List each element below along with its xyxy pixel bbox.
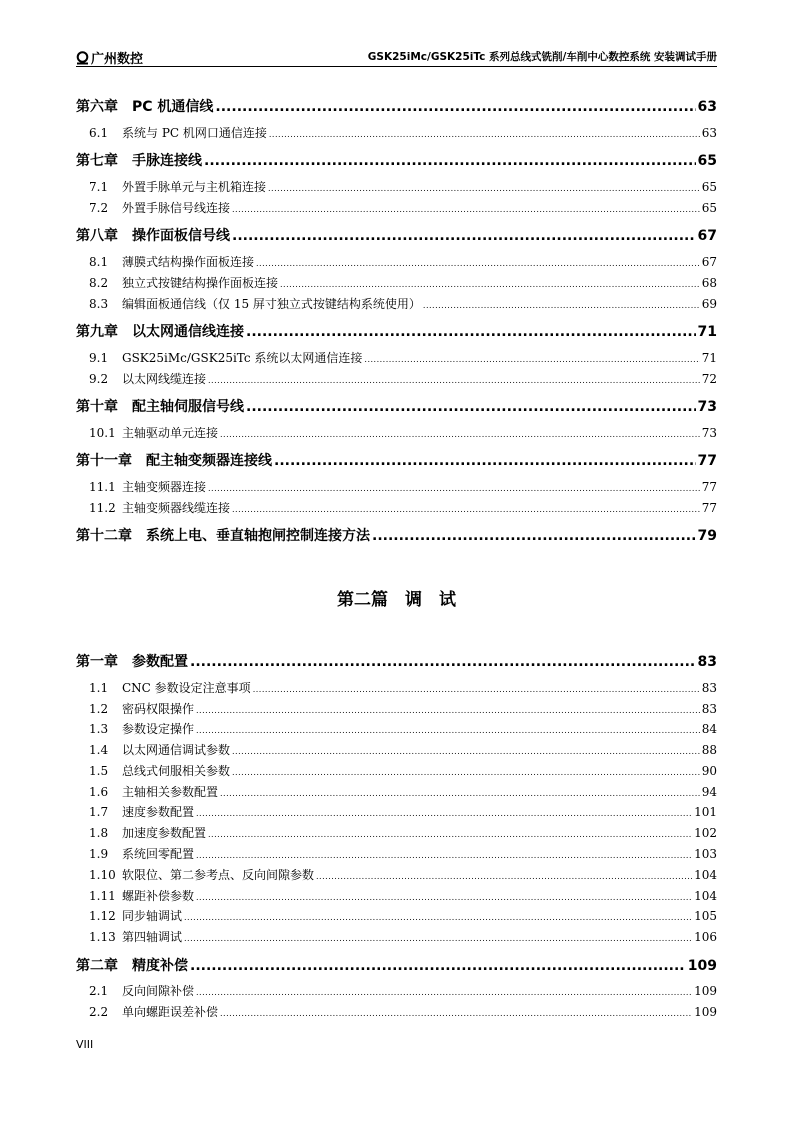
toc-entry-page: 77	[697, 453, 717, 469]
toc-entry-number: 第二章	[76, 958, 118, 974]
dot-leader	[208, 480, 700, 494]
toc-section-entry[interactable]	[89, 783, 717, 800]
toc-entry-page: 63	[701, 126, 717, 140]
dot-leader	[232, 501, 700, 515]
toc-section-entry[interactable]	[89, 370, 717, 387]
toc-entry-number: 第八章	[76, 228, 118, 244]
toc-entry-number: 8.3	[89, 297, 109, 311]
dot-leader	[220, 785, 700, 799]
toc-chapter-entry[interactable]	[76, 955, 717, 975]
toc-entry-number: 第六章	[76, 99, 118, 115]
toc-entry-number: 1.12	[89, 909, 116, 923]
toc-entry-title: 外置手脉信号线连接	[122, 201, 231, 215]
dot-leader	[232, 228, 696, 244]
toc-entry-number: 6.1	[89, 126, 109, 140]
toc-entry-title: 独立式按键结构操作面板连接	[122, 276, 279, 290]
toc-entry-title: 配主轴伺服信号线	[132, 399, 244, 415]
toc-entry-page: 104	[694, 889, 717, 903]
toc-entry-title: 螺距补偿参数	[122, 889, 195, 903]
page-header	[76, 44, 717, 70]
page-number: VIII	[76, 1038, 94, 1051]
toc-entry-page: 83	[701, 702, 717, 716]
dot-leader	[220, 1005, 692, 1019]
toc-section-entry[interactable]	[89, 478, 717, 495]
dot-leader	[184, 930, 692, 944]
toc-entry-title: 薄膜式结构操作面板连接	[122, 255, 255, 269]
toc-section-entry[interactable]	[89, 866, 717, 883]
toc-entry-page: 69	[701, 297, 717, 311]
toc-entry-title: 外置手脉单元与主机箱连接	[122, 180, 267, 194]
toc-entry-number: 8.2	[89, 276, 109, 290]
toc-entry-title: 手脉连接线	[132, 153, 202, 169]
toc-chapter-entry[interactable]	[76, 321, 717, 341]
toc-entry-number: 1.6	[89, 785, 109, 799]
toc-entry-number: 1.3	[89, 722, 109, 736]
dot-leader	[208, 826, 692, 840]
dot-leader	[196, 984, 692, 998]
brand-logo	[76, 48, 143, 67]
dot-leader	[372, 528, 696, 544]
toc-entry-title: 主轴变频器连接	[122, 480, 207, 494]
toc-entry-number: 1.1	[89, 681, 109, 695]
dot-leader	[274, 453, 696, 469]
dot-leader	[232, 201, 700, 215]
toc-section-entry[interactable]	[89, 1003, 717, 1020]
toc-section-entry[interactable]	[89, 178, 717, 195]
toc-entry-number: 1.9	[89, 847, 109, 861]
toc-entry-title: 速度参数配置	[122, 805, 195, 819]
toc-entry-page: 101	[694, 805, 717, 819]
toc-entry-number: 第一章	[76, 654, 118, 670]
dot-leader	[316, 868, 692, 882]
toc-entry-number: 8.1	[89, 255, 109, 269]
toc-entry-page: 77	[701, 501, 717, 515]
toc-entry-page: 63	[697, 99, 717, 115]
toc-section-entry[interactable]	[89, 424, 717, 441]
toc-entry-number: 7.2	[89, 201, 109, 215]
dot-leader	[196, 722, 700, 736]
toc-section-entry[interactable]	[89, 700, 717, 717]
toc-entry-page: 68	[701, 276, 717, 290]
toc-entry-page: 71	[697, 324, 717, 340]
toc-entry-number: 2.1	[89, 984, 109, 998]
dot-leader	[196, 847, 692, 861]
toc-entry-title: 以太网通信线连接	[132, 324, 244, 340]
dot-leader	[196, 702, 700, 716]
toc-entry-page: 83	[701, 681, 717, 695]
toc-entry-page: 109	[694, 984, 717, 998]
toc-section-entry[interactable]	[89, 499, 717, 516]
toc-section-entry[interactable]	[89, 803, 717, 820]
toc-entry-title: 总线式伺服相关参数	[122, 764, 231, 778]
toc-entry-page: 73	[701, 426, 717, 440]
toc-chapter-entry[interactable]	[76, 96, 717, 116]
dot-leader	[190, 958, 686, 974]
toc-chapter-entry[interactable]	[76, 150, 717, 170]
dot-leader	[256, 255, 700, 269]
toc-entry-title: CNC 参数设定注意事项	[122, 681, 251, 695]
toc-entry-title: 系统回零配置	[122, 847, 195, 861]
toc-entry-title: 主轴驱动单元连接	[122, 426, 219, 440]
toc-entry-title: 操作面板信号线	[132, 228, 230, 244]
toc-entry-title: 参数设定操作	[122, 722, 195, 736]
toc-entry-title: 主轴相关参数配置	[122, 785, 219, 799]
toc-section-entry[interactable]	[89, 928, 717, 945]
toc-section-entry[interactable]	[89, 762, 717, 779]
toc-entry-number: 1.7	[89, 805, 109, 819]
toc-entry-title: 以太网通信调试参数	[122, 743, 231, 757]
dot-leader	[280, 276, 700, 290]
dot-leader	[220, 426, 700, 440]
toc-section-entry[interactable]	[89, 274, 717, 291]
gsk-logo-icon	[76, 51, 89, 65]
toc-section-entry[interactable]	[89, 253, 717, 270]
toc-chapter-entry[interactable]	[76, 651, 717, 671]
toc-entry-title: 加速度参数配置	[122, 826, 207, 840]
toc-entry-page: 77	[701, 480, 717, 494]
toc-entry-page: 106	[694, 930, 717, 944]
toc-entry-number: 9.2	[89, 372, 109, 386]
dot-leader	[215, 99, 695, 115]
toc-section-entry[interactable]	[89, 720, 717, 737]
toc-entry-number: 1.13	[89, 930, 116, 944]
dot-leader	[269, 126, 700, 140]
toc-entry-number: 1.8	[89, 826, 109, 840]
toc-entry-number: 第九章	[76, 324, 118, 340]
toc-entry-page: 88	[701, 743, 717, 757]
header-divider	[76, 66, 717, 67]
toc-entry-title: 单向螺距误差补偿	[122, 1005, 219, 1019]
dot-leader	[232, 743, 700, 757]
toc-entry-title: 系统与 PC 机网口通信连接	[122, 126, 267, 140]
toc-entry-page: 65	[701, 201, 717, 215]
dot-leader	[364, 351, 699, 365]
toc-entry-page: 109	[694, 1005, 717, 1019]
toc-entry-page: 105	[694, 909, 717, 923]
toc-chapter-entry[interactable]	[76, 450, 717, 470]
toc-entry-page: 103	[694, 847, 717, 861]
toc-chapter-entry[interactable]	[76, 525, 717, 545]
toc-entry-page: 67	[697, 228, 717, 244]
toc-entry-number: 9.1	[89, 351, 109, 365]
toc-entry-title: 第四轴调试	[122, 930, 183, 944]
toc-entry-number: 1.4	[89, 743, 109, 757]
toc-entry-title: 反向间隙补偿	[122, 984, 195, 998]
toc-entry-number: 11.1	[89, 480, 116, 494]
toc-entry-number: 1.10	[89, 868, 116, 882]
toc-section-entry[interactable]	[89, 295, 717, 312]
toc-entry-number: 第十二章	[76, 528, 132, 544]
dot-leader	[246, 324, 696, 340]
toc-section-entry[interactable]	[89, 349, 717, 366]
toc-entry-title: 系统上电、垂直轴抱闸控制连接方法	[146, 528, 370, 544]
toc-entry-number: 1.5	[89, 764, 109, 778]
dot-leader	[246, 399, 696, 415]
toc-chapter-entry[interactable]	[76, 225, 717, 245]
toc-entry-page: 90	[701, 764, 717, 778]
toc-entry-page: 73	[697, 399, 717, 415]
toc-entry-page: 65	[701, 180, 717, 194]
toc-entry-page: 79	[697, 528, 717, 544]
manual-title: GSK25iMc/GSK25iTc 系列总线式铣削/车削中心数控系统 安装调试手册	[367, 51, 717, 63]
toc-entry-title: 软限位、第二参考点、反向间隙参数	[122, 868, 315, 882]
toc-section-entry[interactable]	[89, 679, 717, 696]
dot-leader	[268, 180, 700, 194]
toc-entry-title: 精度补偿	[132, 958, 188, 974]
toc-entry-title: 参数配置	[132, 654, 188, 670]
toc-entry-page: 109	[687, 958, 717, 974]
toc-entry-number: 1.2	[89, 702, 109, 716]
part-title: 第二篇 调 试	[337, 590, 456, 610]
dot-leader	[232, 764, 700, 778]
toc-section-entry[interactable]	[89, 741, 717, 758]
toc-entry-page: 65	[697, 153, 717, 169]
toc-section-entry[interactable]	[89, 887, 717, 904]
dot-leader	[204, 153, 696, 169]
toc-entry-number: 1.11	[89, 889, 116, 903]
toc-entry-number: 第十一章	[76, 453, 132, 469]
toc-entry-page: 72	[701, 372, 717, 386]
toc-entry-page: 94	[701, 785, 717, 799]
toc-entry-page: 102	[694, 826, 717, 840]
toc-entry-page: 104	[694, 868, 717, 882]
toc-entry-title: 编辑面板通信线（仅 15 屏寸独立式按键结构系统使用）	[122, 297, 421, 311]
toc-section-entry[interactable]	[89, 199, 717, 216]
toc-entry-title: 配主轴变频器连接线	[146, 453, 272, 469]
toc-chapter-entry[interactable]	[76, 396, 717, 416]
toc-entry-number: 第七章	[76, 153, 118, 169]
toc-entry-page: 71	[701, 351, 717, 365]
dot-leader	[253, 681, 700, 695]
toc-entry-number: 2.2	[89, 1005, 109, 1019]
toc-section-entry[interactable]	[89, 907, 717, 924]
dot-leader	[196, 889, 692, 903]
toc-entry-number: 第十章	[76, 399, 118, 415]
toc-section-entry[interactable]	[89, 982, 717, 999]
toc-entry-number: 7.1	[89, 180, 109, 194]
toc-section-entry[interactable]	[89, 824, 717, 841]
toc-entry-page: 67	[701, 255, 717, 269]
toc-entry-page: 83	[697, 654, 717, 670]
toc-entry-title: GSK25iMc/GSK25iTc 系统以太网通信连接	[122, 351, 363, 365]
logo-text: 广州数控	[91, 52, 144, 67]
dot-leader	[208, 372, 700, 386]
toc-section-entry[interactable]	[89, 124, 717, 141]
toc-entry-title: 同步轴调试	[122, 909, 183, 923]
toc-entry-title: 主轴变频器线缆连接	[122, 501, 231, 515]
dot-leader	[190, 654, 696, 670]
toc-entry-title: 以太网线缆连接	[122, 372, 207, 386]
toc-entry-number: 10.1	[89, 426, 116, 440]
dot-leader	[423, 297, 700, 311]
toc-entry-title: 密码权限操作	[122, 702, 195, 716]
dot-leader	[184, 909, 692, 923]
toc-entry-title: PC 机通信线	[132, 99, 214, 115]
dot-leader	[196, 805, 692, 819]
toc-entry-number: 11.2	[89, 501, 116, 515]
toc-entry-page: 84	[701, 722, 717, 736]
toc-section-entry[interactable]	[89, 845, 717, 862]
